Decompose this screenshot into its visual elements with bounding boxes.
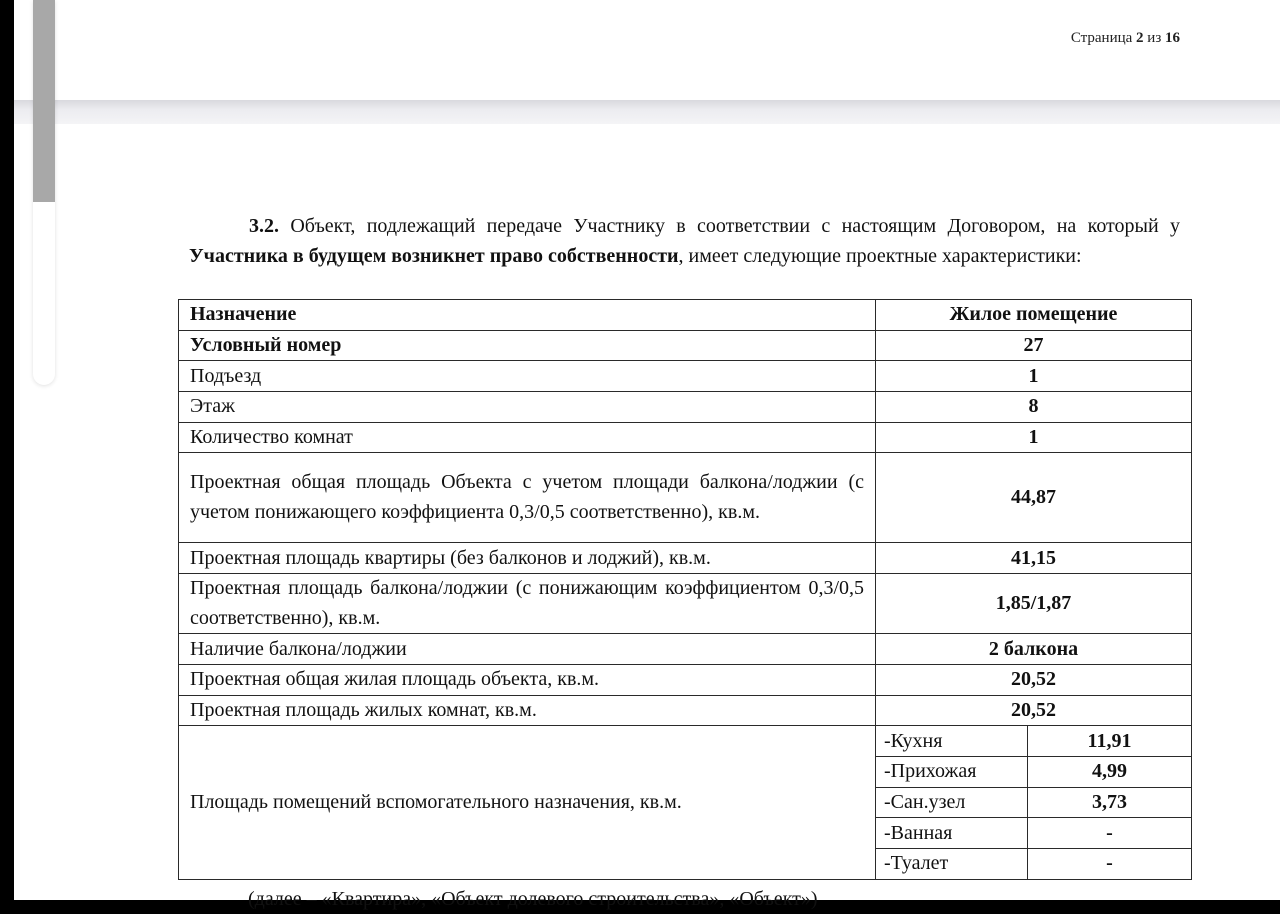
row-value: 1	[876, 361, 1192, 392]
row-value: 2 балкона	[876, 634, 1192, 665]
row-label: Условный номер	[179, 330, 876, 361]
aux-room-value: -	[1028, 818, 1192, 849]
table-row	[179, 453, 1192, 543]
page-top	[14, 0, 1280, 100]
table-row	[179, 543, 1192, 574]
aux-room-value: 11,91	[1028, 726, 1192, 757]
table-row	[179, 665, 1192, 696]
row-value: 27	[876, 330, 1192, 361]
aux-room-name: -Сан.узел	[876, 787, 1028, 818]
table-row	[179, 392, 1192, 423]
table-row	[179, 695, 1192, 726]
aux-label: Площадь помещений вспомогательного назначения, кв.м.	[179, 726, 876, 879]
table-row	[179, 574, 1192, 634]
table-row	[179, 634, 1192, 665]
table-row	[179, 422, 1192, 453]
aux-room-name: -Ванная	[876, 818, 1028, 849]
page-current: 2	[1136, 30, 1144, 46]
page-gap	[14, 100, 1280, 124]
row-value: 1	[876, 422, 1192, 453]
paragraph-text-1: Объект, подлежащий передаче Участнику в соответствии с настоящим Договором, на который у	[279, 215, 1180, 237]
table-row	[179, 300, 1192, 331]
page-sep: из	[1147, 30, 1162, 46]
row-value: 20,52	[876, 695, 1192, 726]
row-value: 44,87	[876, 453, 1192, 543]
aux-room-value: -	[1028, 849, 1192, 880]
page-number	[1071, 30, 1180, 47]
row-label: Подъезд	[179, 361, 876, 392]
table-row	[179, 361, 1192, 392]
aux-room-name: -Кухня	[876, 726, 1028, 757]
row-label: Наличие балкона/лоджии	[179, 634, 876, 665]
row-label: Проектная площадь балкона/лоджии (с понижающим коэффициентом 0,3/0,5 соответственно), кв.м.	[179, 574, 876, 634]
aux-room-value: 4,99	[1028, 757, 1192, 788]
row-label: Количество комнат	[179, 422, 876, 453]
row-label: Проектная площадь квартиры (без балконов и лоджий), кв.м.	[179, 543, 876, 574]
section-number: 3.2.	[249, 215, 279, 237]
row-value: 8	[876, 392, 1192, 423]
paragraph-text-2: , имеет следующие проектные характеристики:	[678, 245, 1082, 267]
table-row	[179, 330, 1192, 361]
row-label: Проектная общая жилая площадь объекта, кв.м.	[179, 665, 876, 696]
aux-room-value: 3,73	[1028, 787, 1192, 818]
scrollbar-thumb[interactable]	[33, 0, 55, 202]
row-value: 20,52	[876, 665, 1192, 696]
paragraph-bold: Участника в будущем возникнет право собственности	[189, 245, 679, 267]
trailing-text: (далее – «Квартира», «Объект долевого строительства», «Объект»)	[248, 888, 818, 910]
row-label: Проектная общая площадь Объекта с учетом площади балкона/лоджии (с учетом понижающего коэффициента 0,3/0,5 соответственно), кв.м.	[179, 453, 876, 543]
aux-room-name: -Туалет	[876, 849, 1028, 880]
page-prefix: Страница	[1070, 30, 1133, 46]
page-total: 16	[1165, 30, 1180, 46]
aux-room-name: -Прихожая	[876, 757, 1028, 788]
characteristics-table	[178, 299, 1192, 880]
row-label: Назначение	[179, 300, 876, 331]
section-paragraph	[189, 211, 1180, 271]
row-label: Этаж	[179, 392, 876, 423]
row-value: 1,85/1,87	[876, 574, 1192, 634]
row-value: 41,15	[876, 543, 1192, 574]
row-value: Жилое помещение	[876, 300, 1192, 331]
table-row	[179, 726, 1192, 757]
row-label: Проектная площадь жилых комнат, кв.м.	[179, 695, 876, 726]
